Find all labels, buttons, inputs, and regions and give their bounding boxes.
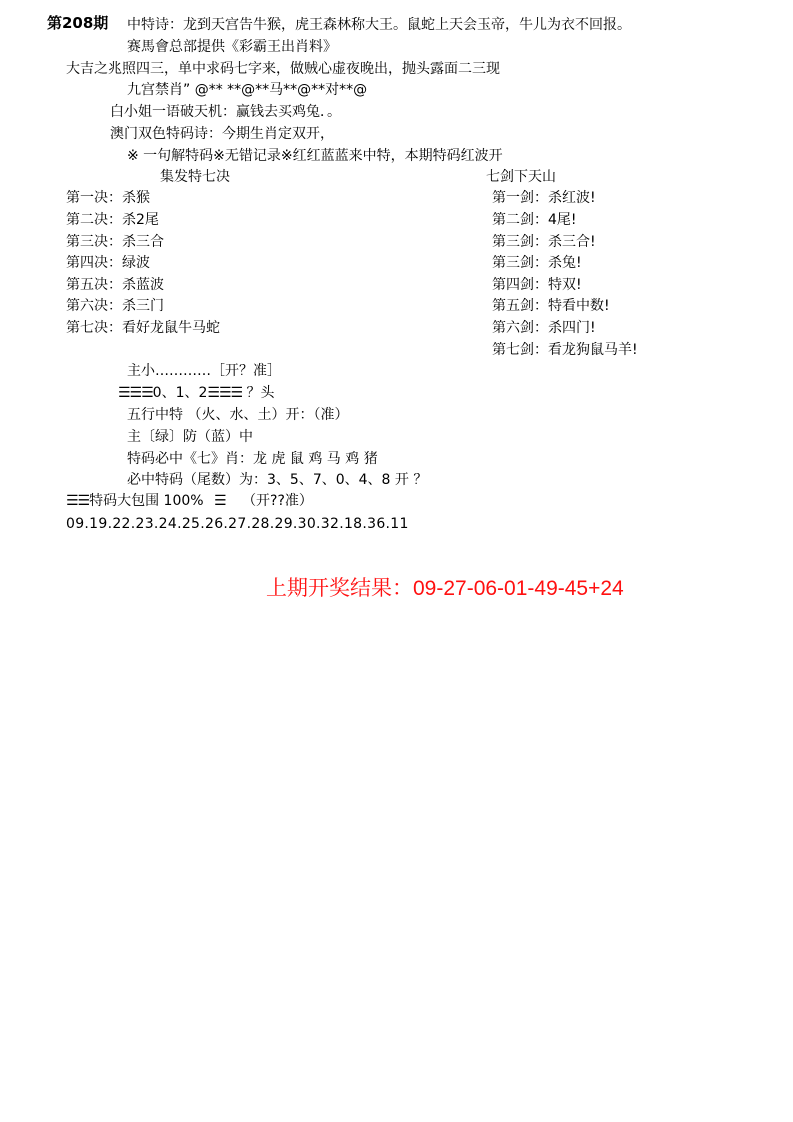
list-item xyxy=(66,233,164,251)
previous-result xyxy=(266,572,624,602)
item-value: 4尾! xyxy=(548,212,577,228)
result-label: 上期开奖结果： xyxy=(266,577,413,600)
left-section-title: 集发特七决 xyxy=(160,169,230,185)
bars-icon: ☰ xyxy=(214,493,226,509)
list-item xyxy=(66,319,220,337)
bars-icon: ☰☰☰ xyxy=(118,385,153,401)
item-label: 第四剑： xyxy=(492,277,548,293)
head-line xyxy=(118,384,275,402)
bars-icon: ☰☰☰ xyxy=(207,385,243,401)
wuxing-line: 五行中特 （火、水、土）开：（准） xyxy=(127,407,349,423)
item-label: 第二决： xyxy=(66,212,122,228)
item-value: 杀兔! xyxy=(548,255,582,271)
range-tail: （开??准） xyxy=(242,493,313,509)
item-label: 第六剑： xyxy=(492,320,548,336)
range-line xyxy=(66,492,313,510)
jiugong-line: 九宫禁肖” @** **@**马**@**对**@ xyxy=(127,82,368,98)
list-item xyxy=(492,211,577,229)
item-label: 第五剑： xyxy=(492,298,548,314)
item-value: 特看中数! xyxy=(548,298,610,314)
item-label: 第六决： xyxy=(66,298,122,314)
dajizhi-line: 大吉之兆照四三，单中求码七字来，做贼心虚夜晚出，抛头露面二三现 xyxy=(66,61,500,77)
zhu-color-line: 主〔绿〕防（蓝）中 xyxy=(127,429,253,445)
item-label: 第一剑： xyxy=(492,190,548,206)
item-value: 杀蓝波 xyxy=(122,277,164,293)
item-label: 第二剑： xyxy=(492,212,548,228)
item-value: 特双! xyxy=(548,277,582,293)
list-item xyxy=(492,233,596,251)
list-item xyxy=(66,211,159,229)
item-value: 杀四门! xyxy=(548,320,596,336)
item-value: 绿波 xyxy=(122,255,150,271)
list-item xyxy=(492,341,638,359)
numbers-line: 09.19.22.23.24.25.26.27.28.29.30.32.18.36.11 xyxy=(66,516,409,532)
item-value: 杀2尾 xyxy=(122,212,159,228)
item-value: 杀三合 xyxy=(122,234,164,250)
item-value: 杀三合! xyxy=(548,234,596,250)
item-label: 第七决： xyxy=(66,320,122,336)
item-label: 第三决： xyxy=(66,234,122,250)
header-poem: 中特诗：龙到天宫告牛猴，虎王森林称大王。鼠蛇上天会玉帝，牛儿为衣不回报。 xyxy=(127,17,631,33)
note-line: ※ 一句解特码※无错记录※红红蓝蓝来中特，本期特码红波开 xyxy=(127,148,503,164)
list-item xyxy=(492,319,596,337)
weishu-line: 必中特码（尾数）为：3、5、7、0、4、8 开 ？ xyxy=(127,472,428,488)
head-text: 0、1、2 xyxy=(152,385,208,401)
list-item xyxy=(492,189,596,207)
right-section-title: 七剑下天山 xyxy=(486,169,556,185)
item-label: 第三剑： xyxy=(492,234,548,250)
item-label: 第五决： xyxy=(66,277,122,293)
zhuxiao-line: 主小…………［开？准］ xyxy=(127,363,281,379)
item-value: 杀三门 xyxy=(122,298,164,314)
texiao-line: 特码必中《七》肖：龙 虎 鼠 鸡 马 鸡 猪 xyxy=(127,451,378,467)
item-value: 杀红波! xyxy=(548,190,596,206)
head-tail: ？头 xyxy=(246,385,275,401)
result-value: 09-27-06-01-49-45+24 xyxy=(413,577,624,600)
bars-icon: ☰☰ xyxy=(66,493,90,509)
item-value: 看好龙鼠牛马蛇 xyxy=(122,320,220,336)
list-item xyxy=(66,297,164,315)
list-item xyxy=(66,189,150,207)
macau-poem-line: 澳门双色特码诗：今期生肖定双开， xyxy=(110,126,334,142)
item-value: 杀猴 xyxy=(122,190,150,206)
item-label: 第四决： xyxy=(66,255,122,271)
item-label: 第一决： xyxy=(66,190,122,206)
item-label: 第七剑： xyxy=(492,342,548,358)
provider-line: 赛馬會总部提供《彩霸王出肖料》 xyxy=(127,39,337,55)
item-value: 看龙狗鼠马羊! xyxy=(548,342,638,358)
list-item xyxy=(492,297,610,315)
item-label: 第三剑： xyxy=(492,255,548,271)
range-text: 特码大包围 100% xyxy=(89,493,204,509)
list-item xyxy=(66,276,164,294)
list-item xyxy=(492,276,582,294)
bai-xiaojie-line: 白小姐一语破天机：赢钱去买鸡兔．。 xyxy=(110,104,341,120)
list-item xyxy=(492,254,582,272)
list-item xyxy=(66,254,150,272)
issue-number: 第208期 xyxy=(47,14,109,32)
